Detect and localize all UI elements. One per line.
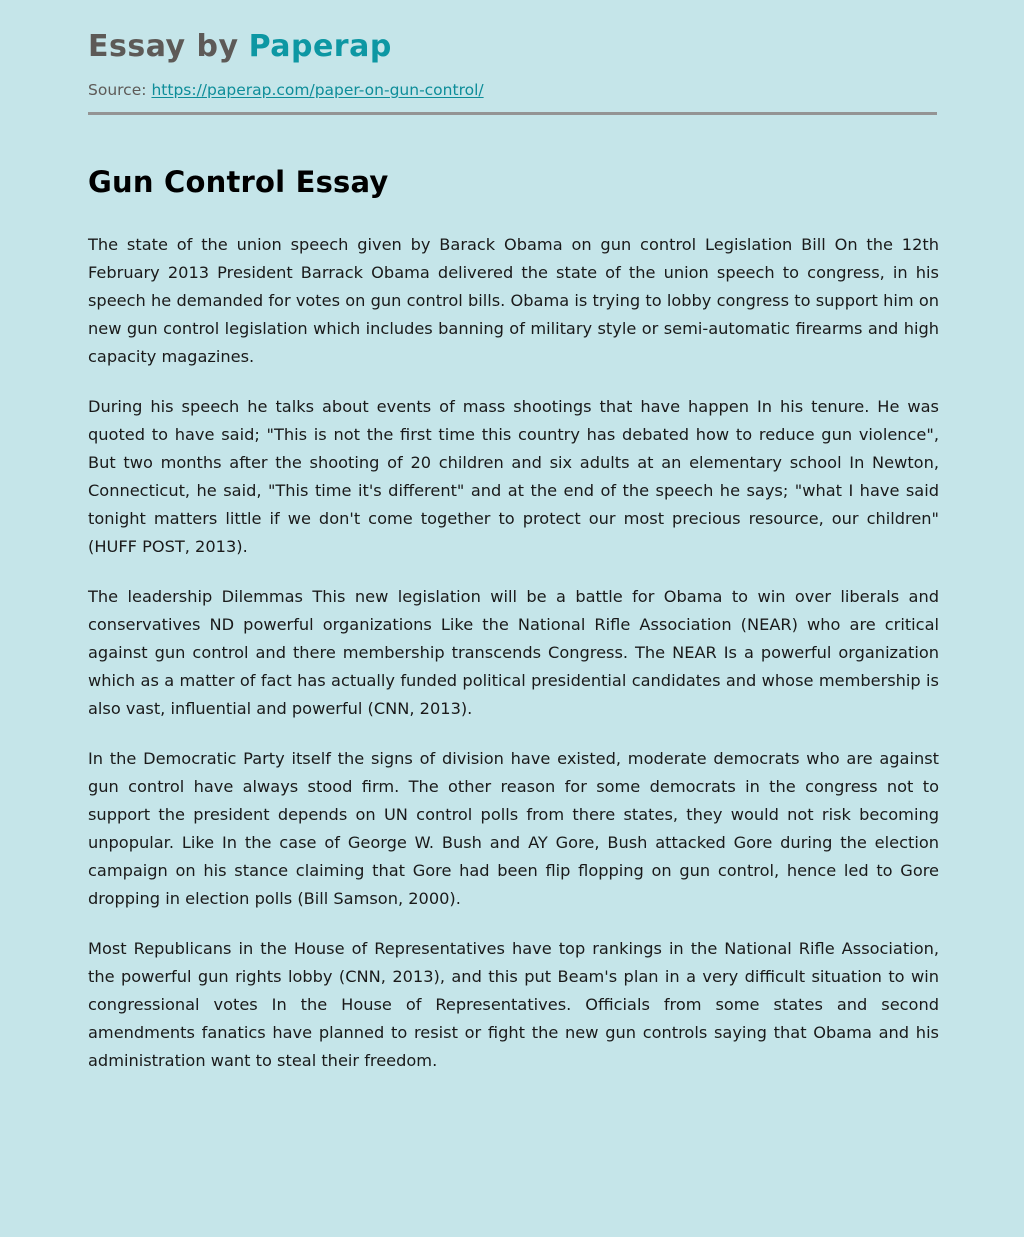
- brand-prefix-text: Essay by: [88, 29, 239, 64]
- article-body: [0, 165, 1024, 1076]
- paragraph: The leadership Dilemmas This new legislation will be a battle for Obama to win over liberals and conservatives ND powerful organizations Like the National Rifle Association (NEAR) who are critical against gun control and there membership transcends Congress. The NEAR Is a powerful organization which as a matter of fact has actually funded political presidential candidates and whose membership is also vast, influential and powerful (CNN, 2013).: [88, 587, 939, 719]
- source-line: [88, 80, 936, 100]
- paragraph: During his speech he talks about events of mass shootings that have happen In his tenure. He was quoted to have said; "This is not the first time this country has debated how to reduce gun violence", But two months after the shooting of 20 children and six adults at an elementary school In Newton, Connecticut, he said, "This time it's different" and at the end of the speech he says; "what I have said tonight matters little if we don't come together to protect our most precious resource, our children" (HUFF POST, 2013).: [88, 397, 939, 557]
- paragraph: In the Democratic Party itself the signs of division have existed, moderate democrats who are against gun control have always stood firm. The other reason for some democrats in the congress not to support the president depends on UN control polls from there states, they would not risk becoming unpopular. Like In the case of George W. Bush and AY Gore, Bush attacked Gore during the election campaign on his stance claiming that Gore had been flip flopping on gun control, hence led to Gore dropping in election polls (Bill Samson, 2000).: [88, 749, 939, 909]
- page-title: Gun Control Essay: [88, 164, 389, 199]
- source-url-link[interactable]: https://paperap.com/paper-on-gun-control/: [151, 80, 484, 99]
- brand-name-text: Paperap: [248, 29, 392, 64]
- paragraph: The state of the union speech given by Barack Obama on gun control Legislation Bill On the 12th February 2013 President Barrack Obama delivered the state of the union speech to congress, in his speech he demanded for votes on gun control bills. Obama is trying to lobby congress to support him on new gun control legislation which includes banning of military style or semi-automatic firearms and high capacity magazines.: [88, 235, 939, 367]
- paragraph-list: [88, 231, 939, 1075]
- brand-title: [88, 28, 936, 66]
- header-divider: [88, 112, 937, 115]
- paragraph: Most Republicans in the House of Representatives have top rankings in the National Rifle Association, the powerful gun rights lobby (CNN, 2013), and this put Beam's plan in a very difficult situation to win congressional votes In the House of Representatives. Officials from some states and second amendments fanatics have planned to resist or fight the new gun controls saying that Obama and his administration want to steal their freedom.: [88, 939, 939, 1071]
- page-header: [0, 0, 1024, 100]
- source-label: Source:: [88, 80, 147, 99]
